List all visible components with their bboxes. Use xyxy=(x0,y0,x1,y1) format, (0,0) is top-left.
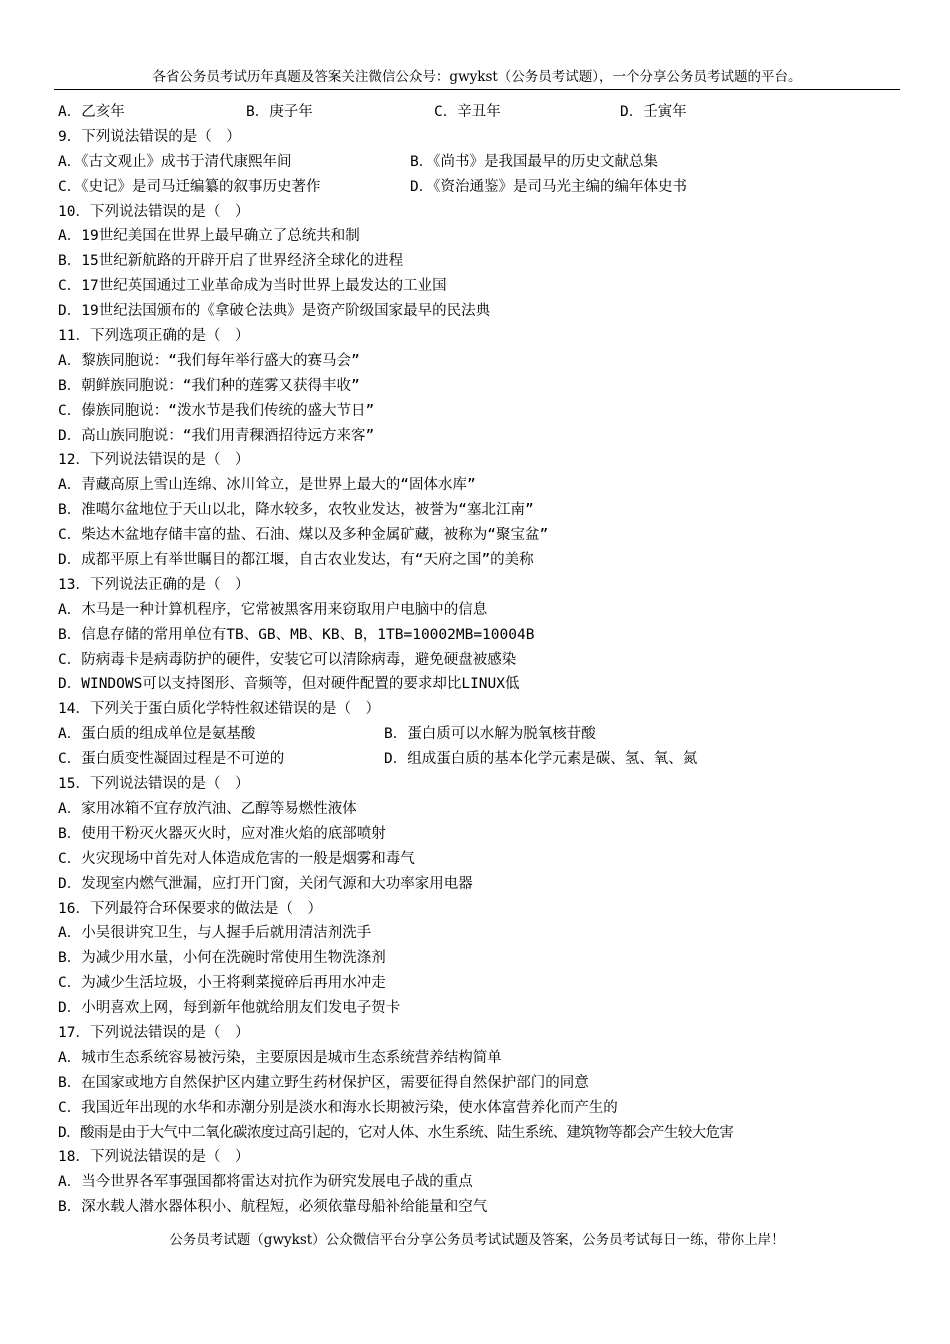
option-c: C．蛋白质变性凝固过程是不可逆的 xyxy=(58,751,285,768)
option-d: D．成都平原上有举世瞩目的都江堰，自古农业发达，有“天府之国”的美称 xyxy=(58,552,534,569)
option-b: B．庚子年 xyxy=(246,104,313,120)
option-b: B．深水载人潜水器体积小、航程短，必须依靠母船补给能量和空气 xyxy=(58,1199,488,1216)
option-d: D．壬寅年 xyxy=(620,104,687,120)
option-a: A．小吴很讲究卫生，与人握手后就用清洁剂洗手 xyxy=(58,925,372,942)
option-b: B．信息存储的常用单位有TB、GB、MB、KB、B，1TB=10002MB=10004B xyxy=(58,626,535,643)
page-footer: 公务员考试题（gwykst）公众微信平台分享公务员考试试题及答案，公务员考试每日一练，带你上岸！ xyxy=(169,1232,785,1248)
question-17-stem: 17．下列说法错误的是（ ） xyxy=(58,1024,250,1041)
question-11-stem: 11．下列选项正确的是（ ） xyxy=(58,328,250,345)
option-b: B．准噶尔盆地位于天山以北，降水较多，农牧业发达，被誉为“塞北江南” xyxy=(58,502,534,519)
option-b: B．为减少用水量，小何在洗碗时常使用生物洗涤剂 xyxy=(58,950,386,967)
question-18-stem: 18．下列说法错误的是（ ） xyxy=(58,1149,250,1166)
option-b: B．朝鲜族同胞说：“我们种的莲雾又获得丰收” xyxy=(58,377,360,394)
question-10-stem: 10．下列说法错误的是（ ） xyxy=(58,203,250,220)
option-b: B．《尚书》是我国最早的历史文献总集 xyxy=(410,153,658,170)
option-a: A．木马是一种计算机程序，它常被黑客用来窃取用户电脑中的信息 xyxy=(58,601,488,618)
option-c: C．我国近年出现的水华和赤潮分别是淡水和海水长期被污染，使水体富营养化而产生的 xyxy=(58,1099,618,1116)
header-divider xyxy=(54,89,900,90)
option-a: A．乙亥年 xyxy=(58,104,125,120)
option-d: D．小明喜欢上网，每到新年他就给朋友们发电子贺卡 xyxy=(58,1000,401,1017)
option-c: C．辛丑年 xyxy=(434,104,501,120)
question-9-options-row-2 xyxy=(58,175,908,200)
option-c: C．为减少生活垃圾，小王将剩菜搅碎后再用水冲走 xyxy=(58,975,386,992)
question-12-stem: 12．下列说法错误的是（ ） xyxy=(58,452,250,469)
option-a: A．青藏高原上雪山连绵、冰川耸立，是世界上最大的“固体水库” xyxy=(58,477,476,494)
option-c: C．柴达木盆地存储丰富的盐、石油、煤以及多种金属矿藏，被称为“聚宝盆” xyxy=(58,527,549,544)
option-d: D．酸雨是由于大气中二氧化碳浓度过高引起的，它对人体、水生系统、陆生系统、建筑物等都会产生较大危害 xyxy=(58,1124,734,1141)
option-c: C．《史记》是司马迁编纂的叙事历史著作 xyxy=(58,178,321,195)
question-9-options-row-1 xyxy=(58,150,908,175)
option-a: A．家用冰箱不宜存放汽油、乙醇等易燃性液体 xyxy=(58,800,357,817)
question-8-options xyxy=(58,100,908,125)
question-14-options-row-1 xyxy=(58,722,908,747)
question-13-stem: 13．下列说法正确的是（ ） xyxy=(58,576,250,593)
option-c: C．傣族同胞说：“泼水节是我们传统的盛大节日” xyxy=(58,402,375,419)
question-9-stem: 9．下列说法错误的是（ ） xyxy=(58,128,241,145)
option-b: B．使用干粉灭火器灭火时，应对准火焰的底部喷射 xyxy=(58,825,386,842)
option-a: A．城市生态系统容易被污染，主要原因是城市生态系统营养结构简单 xyxy=(58,1049,502,1066)
option-a: A．19世纪美国在世界上最早确立了总统共和制 xyxy=(58,228,360,245)
option-d: D．WINDOWS可以支持图形、音频等，但对硬件配置的要求却比LINUX低 xyxy=(58,676,520,693)
option-d: D．高山族同胞说：“我们用青稞酒招待远方来客” xyxy=(58,427,375,444)
question-14-options-row-2 xyxy=(58,747,908,772)
option-c: C．火灾现场中首先对人体造成危害的一般是烟雾和毒气 xyxy=(58,850,415,867)
question-16-stem: 16．下列最符合环保要求的做法是（ ） xyxy=(58,900,322,917)
option-b: B．蛋白质可以水解为脱氧核苷酸 xyxy=(384,726,596,743)
page-header: 各省公务员考试历年真题及答案关注微信公众号：gwykst（公务员考试题），一个分享公务员考试题的平台。 xyxy=(152,69,802,85)
option-a: A．当今世界各军事强国都将雷达对抗作为研究发展电子战的重点 xyxy=(58,1174,473,1191)
question-list xyxy=(58,100,908,1220)
option-b: B．在国家或地方自然保护区内建立野生药材保护区，需要征得自然保护部门的同意 xyxy=(58,1074,589,1091)
option-d: D．组成蛋白质的基本化学元素是碳、氢、氧、氮 xyxy=(384,751,698,768)
option-d: D．发现室内燃气泄漏，应打开门窗，关闭气源和大功率家用电器 xyxy=(58,875,473,892)
option-c: C．防病毒卡是病毒防护的硬件，安装它可以清除病毒，避免硬盘被感染 xyxy=(58,651,517,668)
option-a: A．蛋白质的组成单位是氨基酸 xyxy=(58,726,256,743)
option-a: A．《古文观止》成书于清代康熙年间 xyxy=(58,153,292,170)
option-b: B．15世纪新航路的开辟开启了世界经济全球化的进程 xyxy=(58,253,404,270)
question-14-stem: 14．下列关于蛋白质化学特性叙述错误的是（ ） xyxy=(58,701,380,718)
option-c: C．17世纪英国通过工业革命成为当时世界上最发达的工业国 xyxy=(58,278,447,295)
option-d: D．19世纪法国颁布的《拿破仑法典》是资产阶级国家最早的民法典 xyxy=(58,303,491,320)
option-a: A．黎族同胞说：“我们每年举行盛大的赛马会” xyxy=(58,352,360,369)
option-d: D．《资治通鉴》是司马光主编的编年体史书 xyxy=(410,178,687,195)
question-15-stem: 15．下列说法错误的是（ ） xyxy=(58,776,250,793)
